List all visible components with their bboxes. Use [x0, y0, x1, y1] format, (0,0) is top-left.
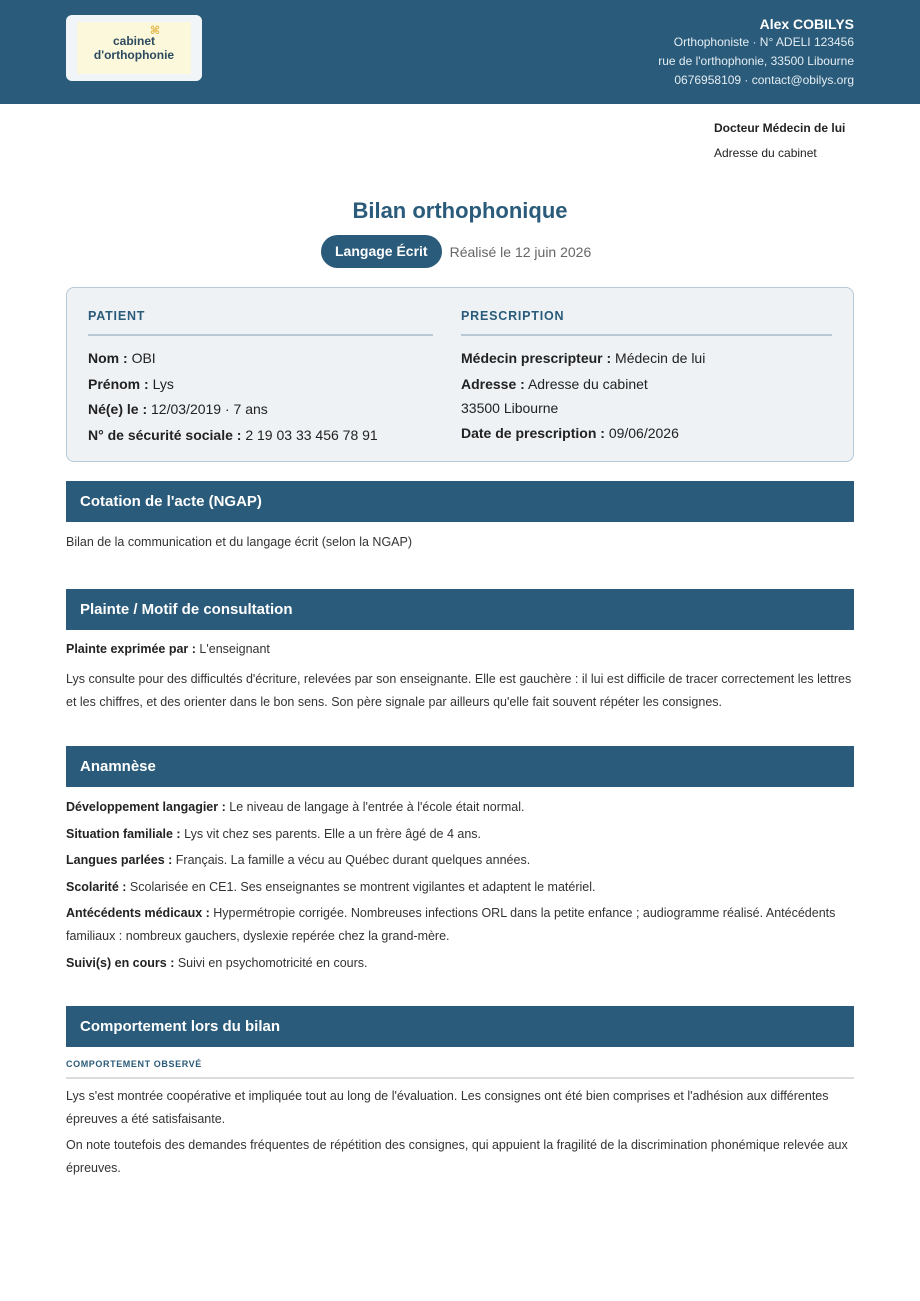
domain-badge: Langage Écrit [321, 235, 442, 268]
author-block [658, 15, 854, 90]
plainte-author: Plainte exprimée par : L'enseignant [66, 642, 270, 656]
recipient-name: Docteur Médecin de lui [714, 121, 846, 135]
prescription-heading: PRESCRIPTION [461, 308, 832, 336]
section-header-cotation: Cotation de l'acte (NGAP) [66, 481, 854, 522]
exam-date: Réalisé le 12 juin 2026 [449, 243, 592, 260]
document-subtitle [321, 235, 591, 268]
patient-birthdate: Né(e) le : 12/03/2019 · 7 ans [88, 401, 268, 417]
patient-name: Nom : OBI [88, 350, 156, 366]
comportement-paragraph-1: Lys s'est montrée coopérative et impliquée tout au long de l'évaluation. Les consignes ont été bien comprises et l'adhésion aux différentes épreuves a été satisfaisante. [66, 1089, 829, 1126]
section-header-comportement: Comportement lors du bilan [66, 1006, 854, 1047]
recipient-address: Adresse du cabinet [714, 146, 817, 160]
letterhead [0, 0, 920, 104]
cotation-text: Bilan de la communication et du langage écrit (selon la NGAP) [66, 535, 413, 549]
prescriber-address: Adresse : Adresse du cabinet [461, 375, 648, 392]
comportement-paragraph-2: On note toutefois des demandes fréquentes de répétition des consignes, qui appuient la fragilité de la discrimination phonémique relevée aux épreuves. [66, 1138, 848, 1175]
anamnese-item: Langues parlées : Français. La famille a vécu au Québec durant quelques années. [66, 853, 531, 867]
patient-column [88, 308, 433, 448]
prescription-date: Date de prescription : 09/06/2026 [461, 425, 679, 441]
comportement-subheading: COMPORTEMENT OBSERVÉ [66, 1058, 854, 1079]
patient-prescription-box [66, 287, 854, 462]
puzzle-icon: ⌘ [149, 25, 161, 37]
anamnese-item: Développement langagier : Le niveau de langage à l'entrée à l'école était normal. [66, 800, 525, 814]
plainte-text: Lys consulte pour des difficultés d'écriture, relevées par son enseignante. Elle est gauchère : il lui est difficile de tracer correctement les lettres et les chiffres, et des orienter dans le bon sens. Son père signale par ailleurs qu'elle fait souvent répéter les consignes. [66, 672, 852, 709]
author-profession: Orthophoniste · N° ADELI 123456 [673, 35, 854, 49]
patient-firstname: Prénom : Lys [88, 375, 174, 392]
logo-line-2: d'orthophonie [93, 48, 175, 62]
anamnese-item: Situation familiale : Lys vit chez ses parents. Elle a un frère âgé de 4 ans. [66, 826, 482, 841]
logo-line-1: cabinet [112, 34, 155, 48]
author-name: Alex COBILYS [759, 16, 854, 32]
section-header-anamnese: Anamnèse [66, 746, 854, 787]
patient-heading: PATIENT [88, 308, 433, 336]
section-header-plainte: Plainte / Motif de consultation [66, 589, 854, 630]
recipient-block [714, 120, 845, 161]
prescription-column [461, 308, 832, 447]
prescriber-city: 33500 Libourne [461, 400, 559, 416]
anamnese-list [66, 796, 856, 975]
anamnese-item: Scolarité : Scolarisée en CE1. Ses enseignantes se montrent vigilantes et adaptent le matériel. [66, 879, 596, 894]
cabinet-logo [66, 15, 202, 81]
anamnese-item: Suivi(s) en cours : Suivi en psychomotricité en cours. [66, 955, 368, 970]
anamnese-item: Antécédents médicaux : Hypermétropie corrigée. Nombreuses infections ORL dans la petite enfance ; audiogramme réalisé. Antécédents familiaux : nombreux gauchers, dyslexie repérée chez la grand-mère. [66, 906, 836, 943]
author-address: rue de l'orthophonie, 33500 Libourne [658, 54, 854, 68]
document-title: Bilan orthophonique [352, 198, 568, 223]
author-contact: 0676958109 · contact@obilys.org [674, 73, 854, 87]
prescriber: Médecin prescripteur : Médecin de lui [461, 350, 706, 366]
patient-social-security: N° de sécurité sociale : 2 19 03 33 456 78 91 [88, 426, 378, 443]
